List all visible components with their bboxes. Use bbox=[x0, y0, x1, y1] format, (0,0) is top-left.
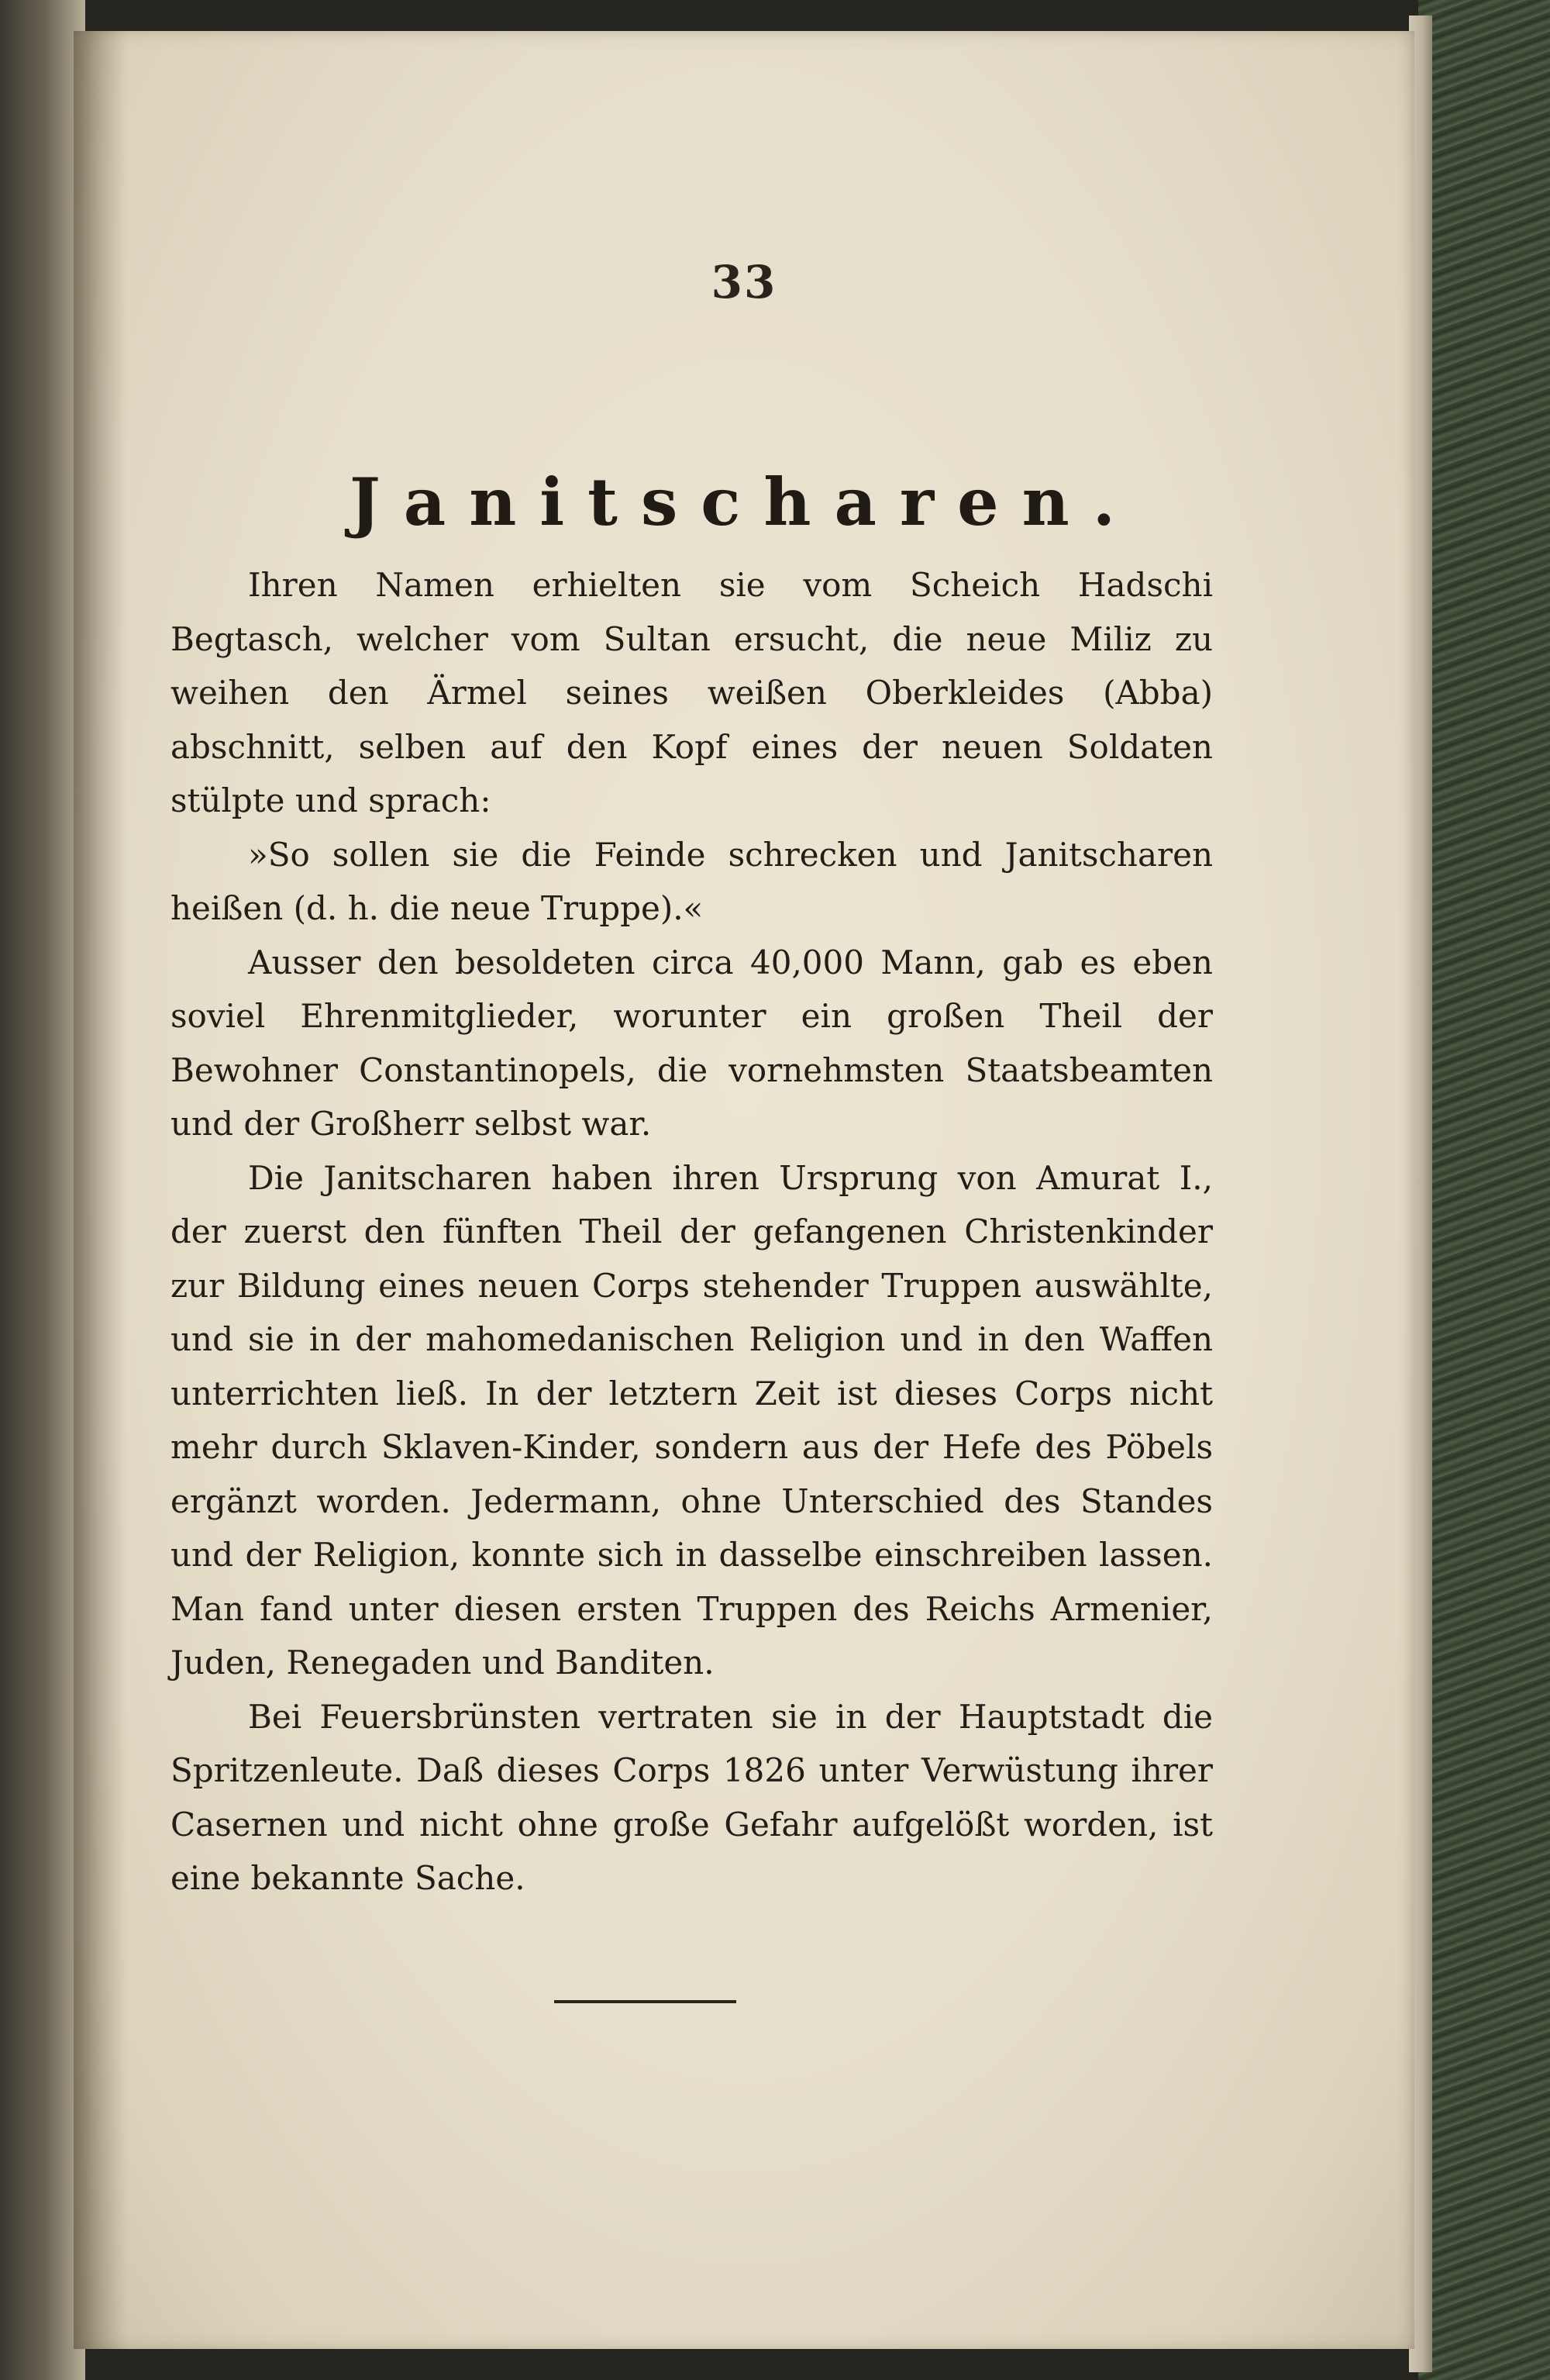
body-text bbox=[170, 558, 1213, 1906]
section-end-rule bbox=[554, 2000, 736, 2003]
page-number: 33 bbox=[711, 256, 777, 309]
paragraph: Die Janitscharen haben ihren Ursprung von Amurat I., der zuerst den fünften Theil der gefangenen Christenkinder zur Bildung eines neuen Corps stehender Truppen auswählte, und sie in der mahomedanischen Religion und in den Waffen unterrichten ließ. In der letztern Zeit ist dieses Corps nicht mehr durch Sklaven-Kinder, sondern aus der Hefe des Pöbels ergänzt worden. Jedermann, ohne Unterschied des Standes und der Religion, konnte sich in dasselbe einschreiben lassen. Man fand unter diesen ersten Truppen des Reichs Armenier, Juden, Renegaden und Banditen. bbox=[170, 1158, 1213, 1682]
chapter-title: Janitscharen. bbox=[350, 464, 1138, 540]
book-page bbox=[74, 31, 1414, 2349]
paragraph: »So sollen sie die Feinde schrecken und Janitscharen heißen (d. h. die neue Truppe).« bbox=[170, 835, 1213, 927]
facing-page-edge bbox=[0, 0, 85, 2380]
paragraph: Bei Feuersbrünsten vertraten sie in der Hauptstadt die Spritzenleute. Daß dieses Corps 1826 unter Verwüstung ihrer Casernen und nicht ohne große Gefahr aufgelößt worden, ist eine bekannte Sache. bbox=[170, 1697, 1213, 1897]
gutter-shadow bbox=[74, 31, 128, 2349]
paragraph: Ausser den besoldeten circa 40,000 Mann, gab es eben soviel Ehrenmitglieder, worunter ein großen Theil der Bewohner Constantinopels, die vornehmsten Staatsbeamten und der Großherr selbst war. bbox=[170, 943, 1213, 1143]
paragraph: Ihren Namen erhielten sie vom Scheich Hadschi Begtasch, welcher vom Sultan ersucht, die neue Miliz zu weihen den Ärmel seines weißen Oberkleides (Abba) abschnitt, selben auf den Kopf eines der neuen Soldaten stülpte und sprach: bbox=[170, 566, 1213, 819]
marbled-cover-board bbox=[1418, 0, 1550, 2380]
